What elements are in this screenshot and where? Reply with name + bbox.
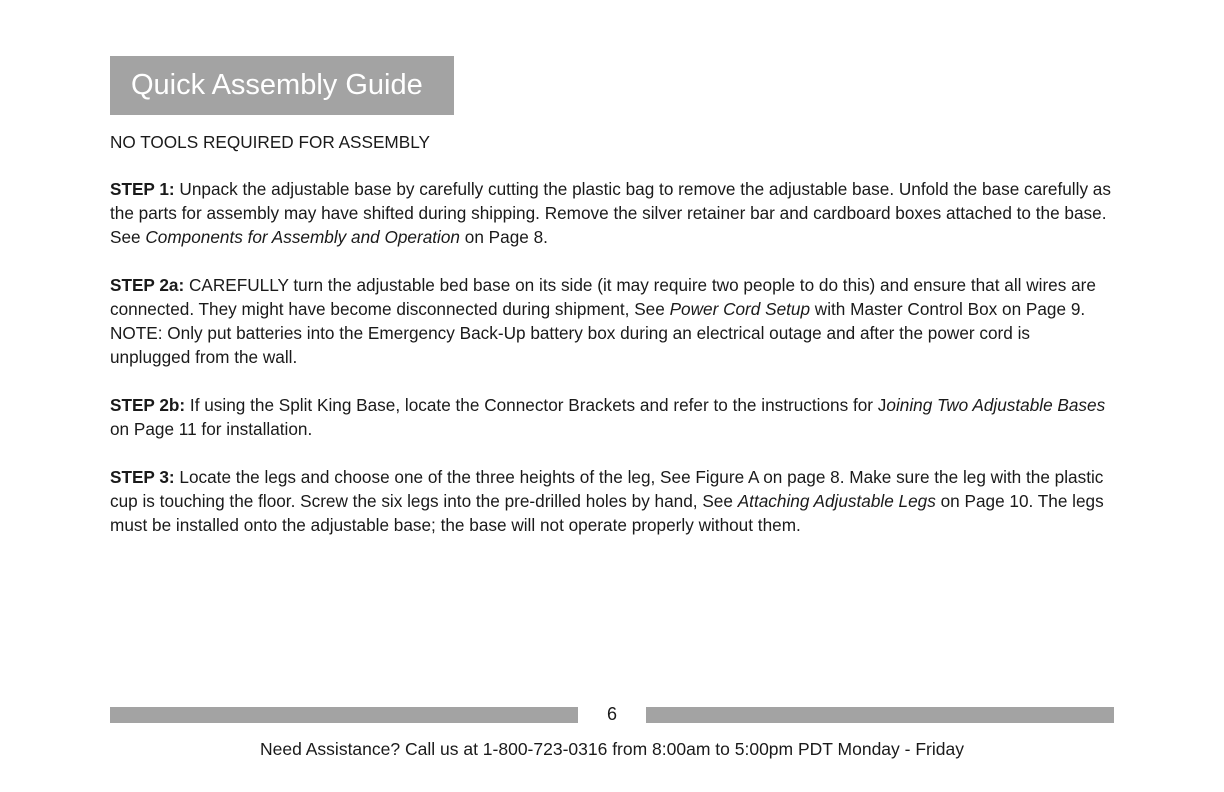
step-label: STEP 2a: xyxy=(110,275,185,295)
step-text: Unpack the adjustable base by carefully cutting the plastic bag to remove the adjustable base. Unfold the base carefully as the parts for assembly may have shifted during shipping. Remove the silver retainer bar and cardboard boxes attached to the base. See xyxy=(110,179,1111,247)
step-text: on Page 10. The legs must be installed onto the adjustable base; the base will not operate properly without them. xyxy=(110,491,1104,535)
instructions-body xyxy=(110,130,1114,561)
page-number: 6 xyxy=(606,704,617,724)
step-2a xyxy=(110,273,1114,369)
section-reference: Components for Assembly and Operation xyxy=(145,227,460,247)
step-label: STEP 3: xyxy=(110,467,175,487)
step-text: If using the Split King Base, locate the Connector Brackets and refer to the instructions for J xyxy=(185,395,887,415)
step-3 xyxy=(110,465,1114,537)
step-label: STEP 2b: xyxy=(110,395,186,415)
step-text: on Page 8. xyxy=(460,227,548,247)
step-text: CAREFULLY turn the adjustable bed base on its side (it may require two people to do this) and ensure that all wires are connected. They might have become disconnected during shipment, See xyxy=(110,275,1096,319)
step-text: on Page 11 for installation. xyxy=(110,419,313,439)
step-2b xyxy=(110,393,1114,441)
footer-divider-right xyxy=(646,707,1114,723)
section-reference: oining Two Adjustable Bases xyxy=(886,395,1106,415)
footer-divider-left xyxy=(110,707,578,723)
section-reference: Power Cord Setup xyxy=(669,299,811,319)
section-reference: Attaching Adjustable Legs xyxy=(737,491,936,511)
assistance-contact: Need Assistance? Call us at 1-800-723-0316 from 8:00am to 5:00pm PDT Monday - Friday xyxy=(260,739,964,759)
step-text: Locate the legs and choose one of the three heights of the leg, See Figure A on page 8. Make sure the leg with the plastic cup is touching the floor. Screw the six legs into the pre-drilled holes by hand, See xyxy=(110,467,1104,511)
step-1 xyxy=(110,177,1114,249)
step-text: with Master Control Box on Page 9. NOTE: Only put batteries into the Emergency Back-Up battery box during an electrical outage and after the power cord is unplugged from the wall. xyxy=(110,299,1086,367)
step-label: STEP 1: xyxy=(110,179,175,199)
page-title: Quick Assembly Guide xyxy=(110,56,454,115)
no-tools-notice: NO TOOLS REQUIRED FOR ASSEMBLY xyxy=(110,132,430,152)
